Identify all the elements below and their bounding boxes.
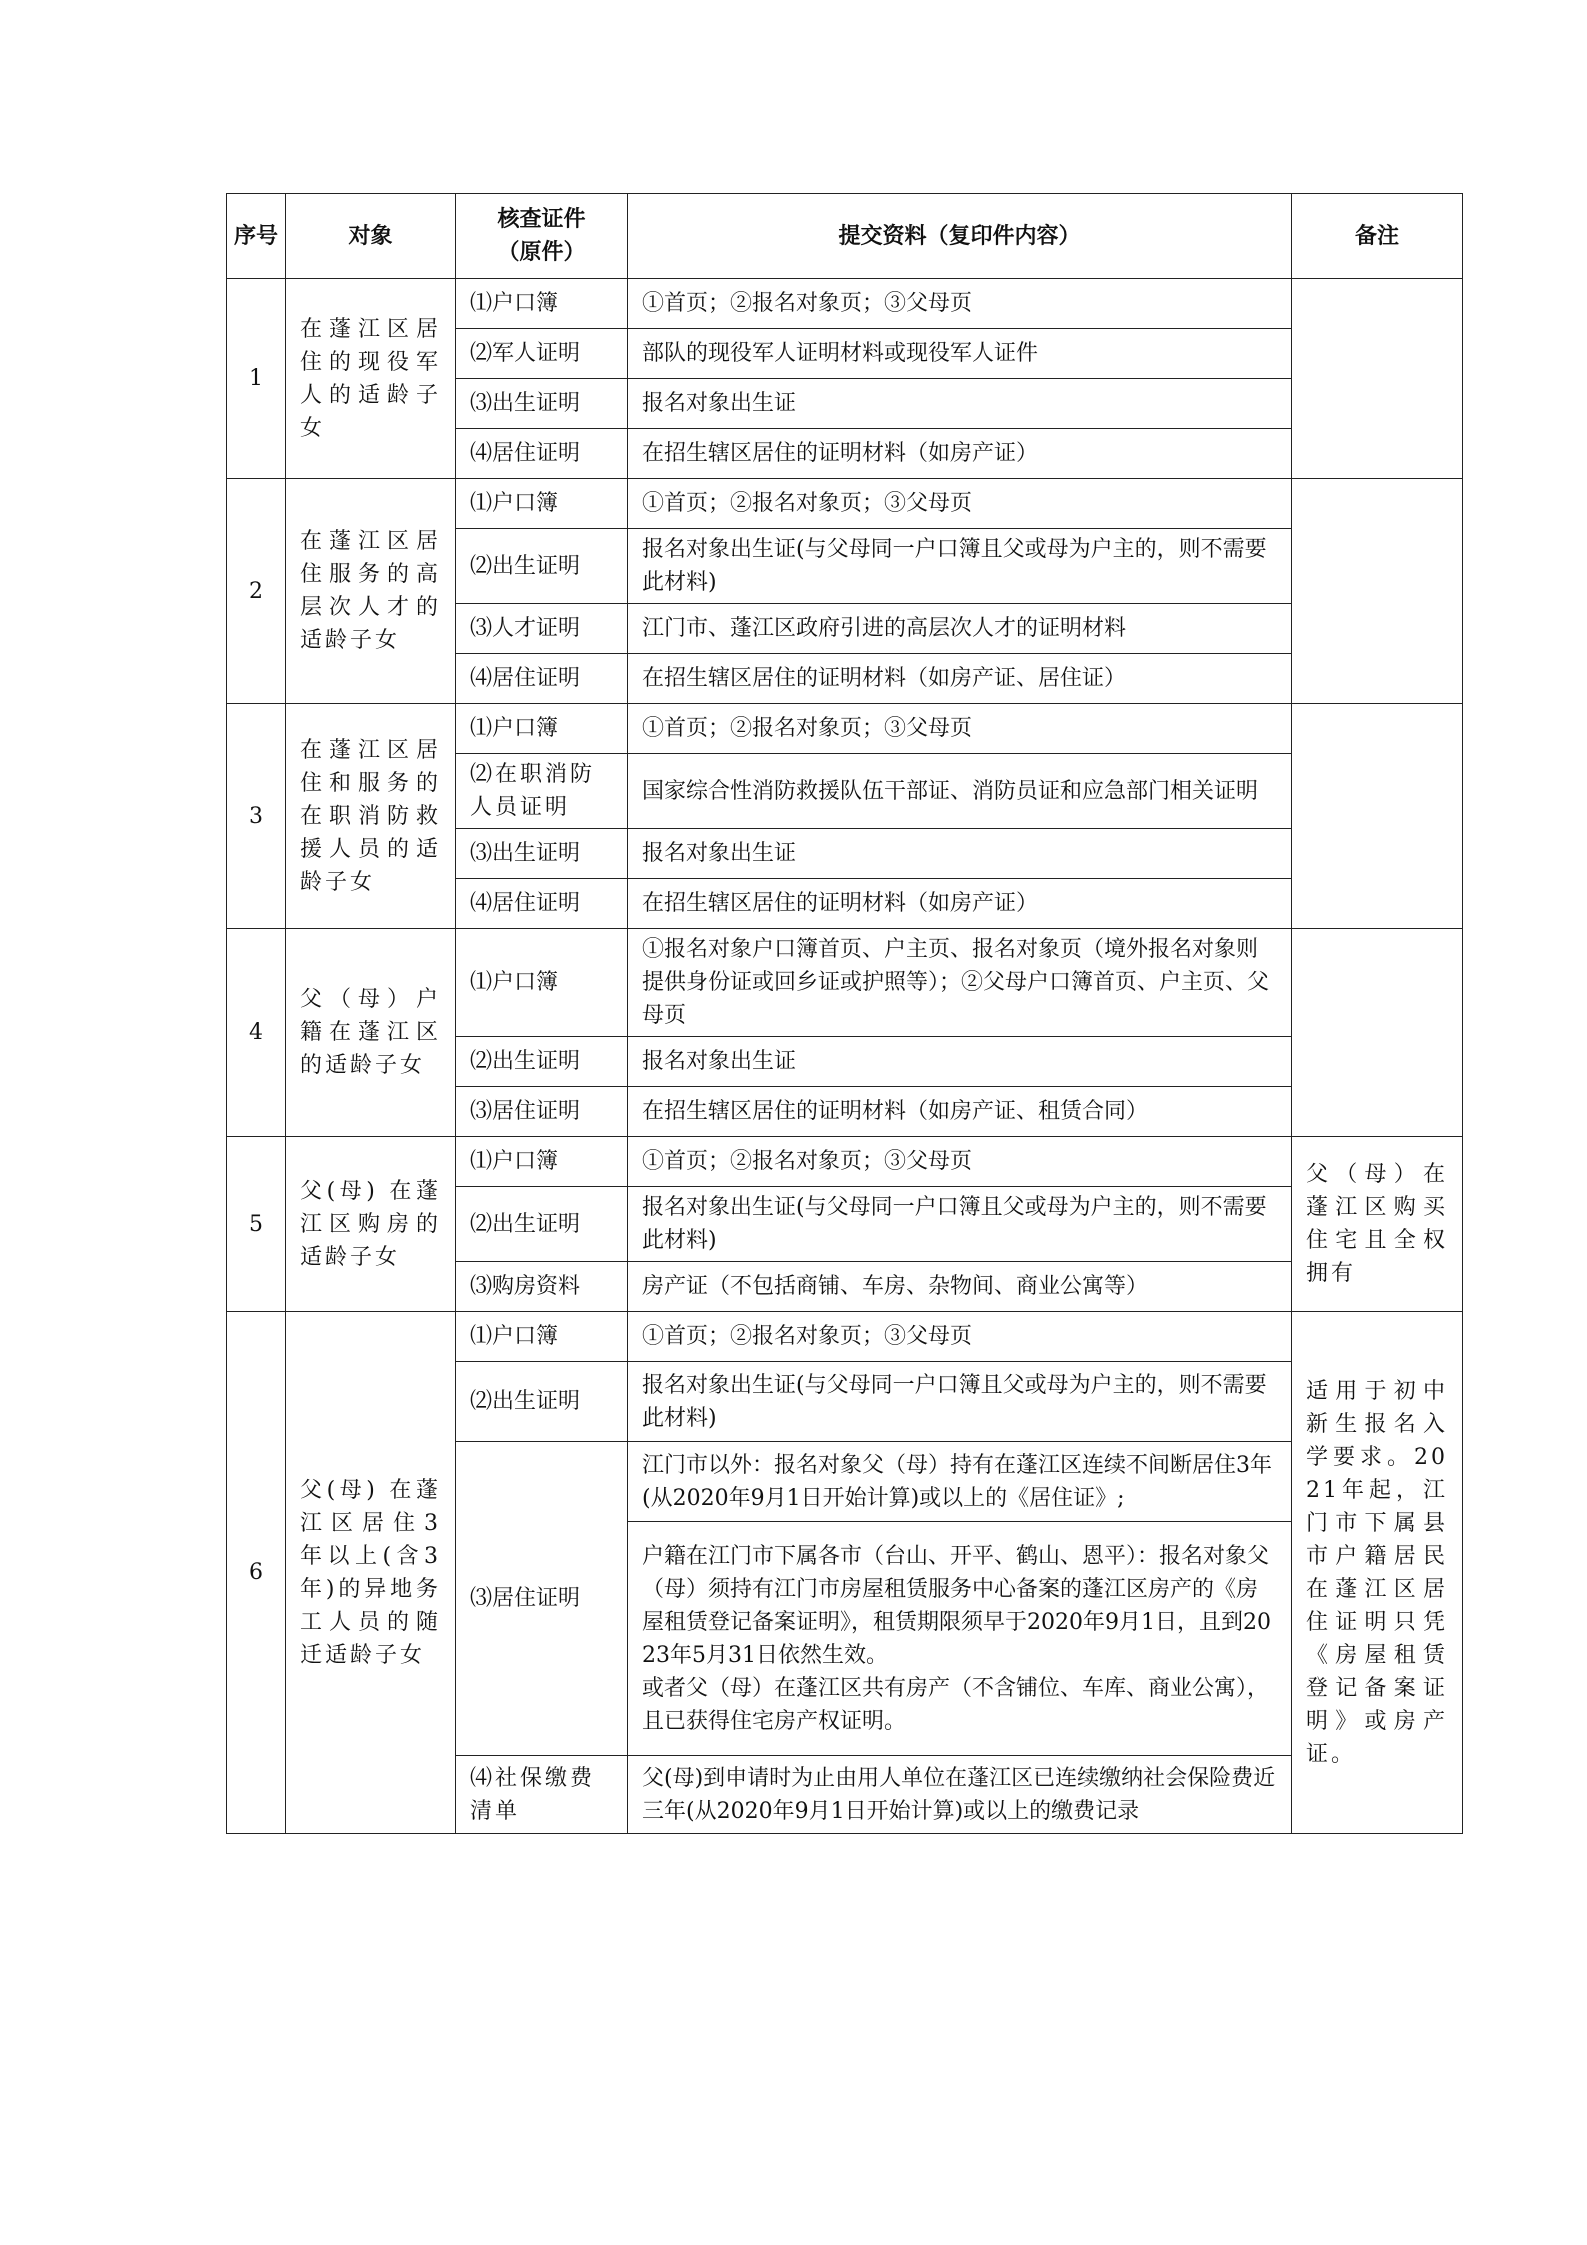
group-5-no: 5 <box>227 1137 286 1312</box>
cert-cell: ⑵在职消防人员证明 <box>456 754 628 829</box>
header-cert <box>456 194 628 279</box>
group-2-object: 在蓬江区居住服务的高层次人才的适龄子女 <box>286 479 456 704</box>
cert-cell: ⑴户口簿 <box>456 929 628 1037</box>
cert-cell: ⑵出生证明 <box>456 1037 628 1087</box>
materials-para: 户籍在江门市下属各市（台山、开平、鹤山、恩平）：报名对象父（母）须持有江门市房屋租赁服务中心备案的蓬江区房产的《房屋租赁登记备案证明》，租赁期限须早于2020年9月1日，且到2023年5月31日依然生效。 <box>642 1543 1271 1668</box>
cert-cell: ⑶出生证明 <box>456 829 628 879</box>
materials-cell: 报名对象出生证(与父母同一户口簿且父或母为户主的，则不需要此材料) <box>628 1187 1292 1262</box>
group-6-note: 适用于初中新生报名入学要求。2021年起，江门市下属县市户籍居民在蓬江区居住证明只凭《房屋租赁登记备案证明》或房产证。 <box>1292 1312 1463 1834</box>
group-1-no: 1 <box>227 279 286 479</box>
table-row <box>227 1137 1463 1187</box>
group-2-note <box>1292 479 1463 704</box>
table-row <box>227 929 1463 1037</box>
group-5-note: 父（母）在蓬江区购买住宅且全权拥有 <box>1292 1137 1463 1312</box>
cert-cell: ⑶人才证明 <box>456 604 628 654</box>
materials-cell: 部队的现役军人证明材料或现役军人证件 <box>628 329 1292 379</box>
materials-cell: 父(母)到申请时为止由用人单位在蓬江区已连续缴纳社会保险费近三年(从2020年9月1日开始计算)或以上的缴费记录 <box>628 1756 1292 1834</box>
table-row <box>227 279 1463 329</box>
cert-cell: ⑷社保缴费清单 <box>456 1756 628 1834</box>
materials-cell: 在招生辖区居住的证明材料（如房产证） <box>628 429 1292 479</box>
materials-cell: ①首页；②报名对象页；③父母页 <box>628 1137 1292 1187</box>
cert-cell: ⑵军人证明 <box>456 329 628 379</box>
header-no: 序号 <box>227 194 286 279</box>
cert-cell: ⑷居住证明 <box>456 429 628 479</box>
header-note: 备注 <box>1292 194 1463 279</box>
header-object: 对象 <box>286 194 456 279</box>
materials-cell: 房产证（不包括商铺、车房、杂物间、商业公寓等） <box>628 1262 1292 1312</box>
cert-cell: ⑴户口簿 <box>456 1137 628 1187</box>
group-4-no: 4 <box>227 929 286 1137</box>
cert-cell: ⑴户口簿 <box>456 479 628 529</box>
materials-cell: ①报名对象户口簿首页、户主页、报名对象页（境外报名对象则提供身份证或回乡证或护照等）；②父母户口簿首页、户主页、父母页 <box>628 929 1292 1037</box>
materials-cell: 报名对象出生证(与父母同一户口簿且父或母为户主的，则不需要此材料) <box>628 529 1292 604</box>
cert-cell: ⑵出生证明 <box>456 529 628 604</box>
group-3-note <box>1292 704 1463 929</box>
group-3-no: 3 <box>227 704 286 929</box>
cert-cell: ⑶居住证明 <box>456 1087 628 1137</box>
cert-cell: ⑷居住证明 <box>456 879 628 929</box>
materials-cell: 报名对象出生证(与父母同一户口簿且父或母为户主的，则不需要此材料) <box>628 1362 1292 1442</box>
group-2-no: 2 <box>227 479 286 704</box>
group-6-no: 6 <box>227 1312 286 1834</box>
materials-cell: ①首页；②报名对象页；③父母页 <box>628 479 1292 529</box>
materials-cell: 报名对象出生证 <box>628 1037 1292 1087</box>
group-4-object: 父（母）户籍在蓬江区的适龄子女 <box>286 929 456 1137</box>
materials-cell: 报名对象出生证 <box>628 829 1292 879</box>
requirements-table <box>226 193 1463 1834</box>
materials-cell: ①首页；②报名对象页；③父母页 <box>628 704 1292 754</box>
materials-cell: 报名对象出生证 <box>628 379 1292 429</box>
group-6-object: 父(母) 在蓬江区居住3年以上(含3年)的异地务工人员的随迁适龄子女 <box>286 1312 456 1834</box>
table-row <box>227 704 1463 754</box>
cert-cell: ⑴户口簿 <box>456 704 628 754</box>
group-4-note <box>1292 929 1463 1137</box>
cert-cell: ⑵出生证明 <box>456 1362 628 1442</box>
cert-cell: ⑷居住证明 <box>456 654 628 704</box>
materials-cell: 江门市、蓬江区政府引进的高层次人才的证明材料 <box>628 604 1292 654</box>
materials-cell: 江门市以外：报名对象父（母）持有在蓬江区连续不间断居住3年(从2020年9月1日开始计算)或以上的《居住证》; <box>628 1442 1292 1522</box>
cert-cell: ⑴户口簿 <box>456 279 628 329</box>
materials-cell: ①首页；②报名对象页；③父母页 <box>628 1312 1292 1362</box>
group-1-object: 在蓬江区居住的现役军人的适龄子女 <box>286 279 456 479</box>
materials-cell: 在招生辖区居住的证明材料（如房产证） <box>628 879 1292 929</box>
cert-cell: ⑶购房资料 <box>456 1262 628 1312</box>
materials-cell: ①首页；②报名对象页；③父母页 <box>628 279 1292 329</box>
materials-cell: 在招生辖区居住的证明材料（如房产证、居住证） <box>628 654 1292 704</box>
group-3-object: 在蓬江区居住和服务的在职消防救援人员的适龄子女 <box>286 704 456 929</box>
header-cert-line2: （原件） <box>497 239 586 265</box>
table-row <box>227 1312 1463 1362</box>
materials-cell: 国家综合性消防救援队伍干部证、消防员证和应急部门相关证明 <box>628 754 1292 829</box>
header-materials: 提交资料（复印件内容） <box>628 194 1292 279</box>
materials-cell: 在招生辖区居住的证明材料（如房产证、租赁合同） <box>628 1087 1292 1137</box>
header-cert-line1: 核查证件 <box>497 206 586 232</box>
cert-cell: ⑶居住证明 <box>456 1442 628 1756</box>
materials-para: 或者父（母）在蓬江区共有房产（不含铺位、车库、商业公寓），且已获得住宅房产权证明。 <box>642 1675 1270 1734</box>
table-row <box>227 479 1463 529</box>
group-1-note <box>1292 279 1463 479</box>
cert-cell: ⑶出生证明 <box>456 379 628 429</box>
header-row <box>227 194 1463 279</box>
group-5-object: 父(母) 在蓬江区购房的适龄子女 <box>286 1137 456 1312</box>
cert-cell: ⑴户口簿 <box>456 1312 628 1362</box>
materials-cell <box>628 1522 1292 1756</box>
cert-cell: ⑵出生证明 <box>456 1187 628 1262</box>
